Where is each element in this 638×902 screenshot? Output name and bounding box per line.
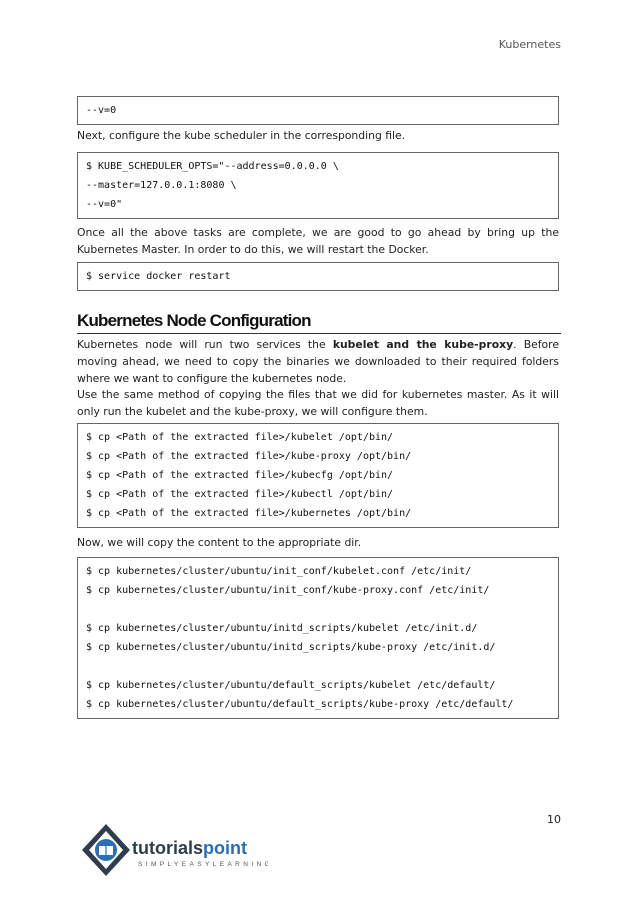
paragraph-copy-content: Now, we will copy the content to the appropriate dir. — [77, 536, 362, 549]
code-line: $ cp kubernetes/cluster/ubuntu/default_scripts/kube-proxy /etc/default/ — [86, 699, 514, 710]
tutorialspoint-logo — [78, 820, 268, 882]
code-block-1 — [77, 96, 559, 125]
paragraph-copy-method: Use the same method of copying the files that we did for kubernetes master. As it will only run the kubelet and the kube-proxy, we will configure them. — [77, 388, 559, 418]
code-blank-line — [86, 657, 550, 676]
code-line: $ cp kubernetes/cluster/ubuntu/initd_scripts/kubelet /etc/init.d/ — [86, 623, 478, 634]
page-number: 10 — [547, 813, 561, 826]
intro-text-bold: kubelet and the kube-proxy — [332, 338, 514, 351]
page-header-title: Kubernetes — [498, 38, 561, 51]
paragraph-node-intro — [77, 336, 559, 387]
code-block-scheduler-opts — [77, 152, 559, 219]
section-heading: Kubernetes Node Configuration — [77, 311, 561, 334]
code-line: --v=0" — [86, 199, 123, 210]
code-line: $ cp kubernetes/cluster/ubuntu/default_scripts/kubelet /etc/default/ — [86, 680, 496, 691]
code-line: $ cp <Path of the extracted file>/kubectl /opt/bin/ — [86, 489, 394, 500]
code-line: $ cp <Path of the extracted file>/kubelet /opt/bin/ — [86, 432, 394, 443]
intro-text-end: . Before moving ahead, we need to copy the binaries we downloaded to their required folders where we want to configure the kubernetes node. — [77, 338, 559, 385]
code-block-docker-restart — [77, 262, 559, 291]
code-line: $ cp <Path of the extracted file>/kubernetes /opt/bin/ — [86, 508, 412, 519]
logo-tagline: SIMPLYEASYLEARNING — [138, 861, 268, 868]
code-block-copy-binaries — [77, 423, 559, 528]
code-line: $ cp <Path of the extracted file>/kubecfg /opt/bin/ — [86, 470, 394, 481]
code-line: $ cp kubernetes/cluster/ubuntu/initd_scripts/kube-proxy /etc/init.d/ — [86, 642, 496, 653]
paragraph-restart-docker: Once all the above tasks are complete, we are good to go ahead by bring up the Kubernetes Master. In order to do this, we will restart the Docker. — [77, 226, 559, 256]
code-line: --v=0 — [86, 105, 117, 116]
code-line: $ KUBE_SCHEDULER_OPTS="--address=0.0.0.0 \ — [86, 161, 339, 172]
code-block-copy-config — [77, 557, 559, 719]
code-line: --master=127.0.0.1:8080 \ — [86, 180, 237, 191]
code-line: $ cp kubernetes/cluster/ubuntu/init_conf/kube-proxy.conf /etc/init/ — [86, 585, 490, 596]
code-line: $ cp kubernetes/cluster/ubuntu/init_conf/kubelet.conf /etc/init/ — [86, 566, 472, 577]
intro-text-start: Kubernetes node will run two services the — [77, 338, 333, 351]
code-line: $ service docker restart — [86, 271, 231, 282]
paragraph-configure-scheduler: Next, configure the kube scheduler in the corresponding file. — [77, 129, 406, 142]
code-line: $ cp <Path of the extracted file>/kube-proxy /opt/bin/ — [86, 451, 412, 462]
code-blank-line — [86, 600, 550, 619]
logo-wordmark: tutorialspoint — [132, 838, 247, 858]
